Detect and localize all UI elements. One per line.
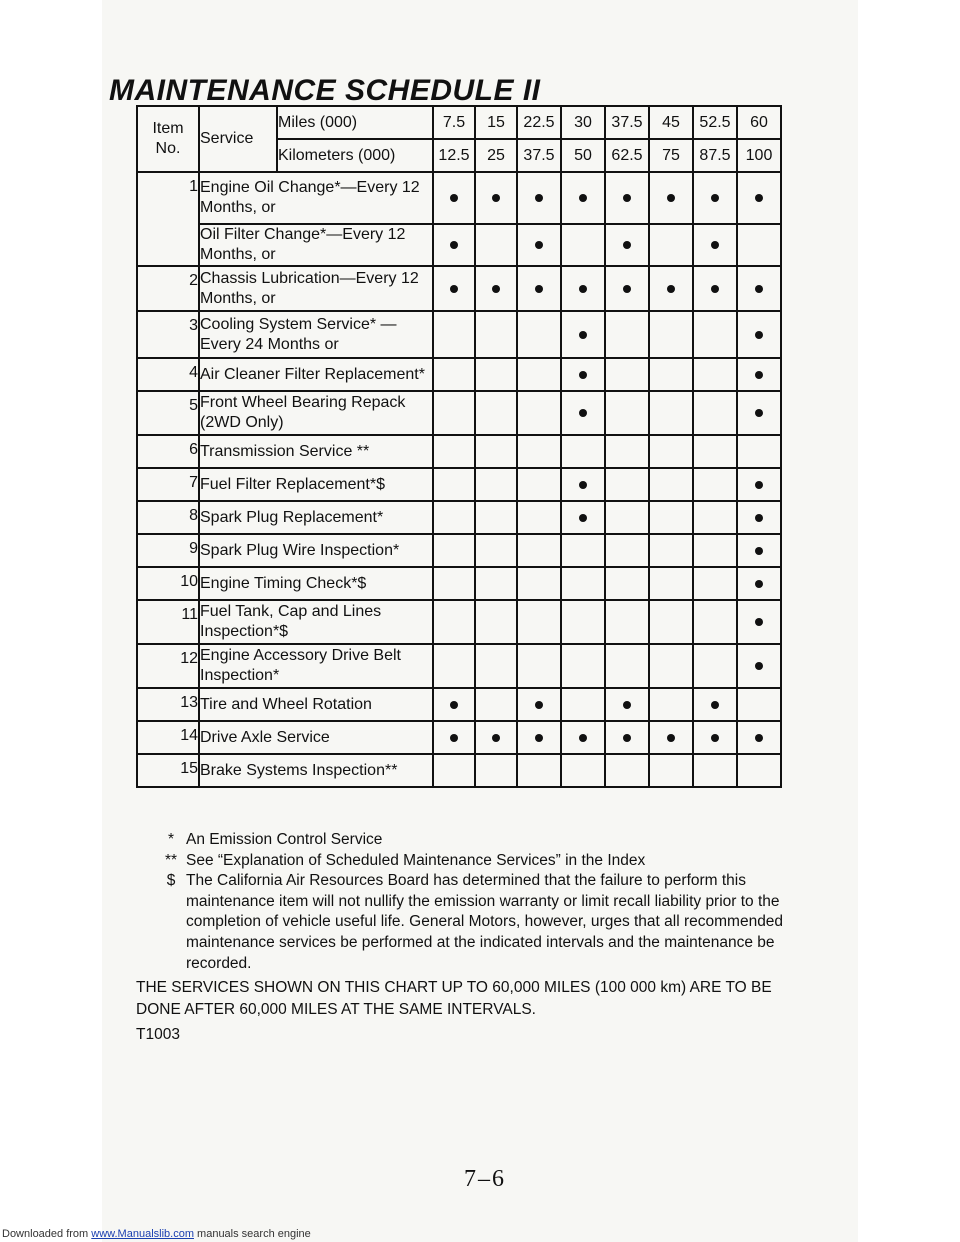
interval-cell: [649, 600, 693, 644]
interval-cell: [737, 311, 781, 358]
table-row: [137, 468, 781, 501]
service-due-dot-icon: [755, 331, 763, 339]
interval-cell: [693, 567, 737, 600]
service-due-dot-icon: [711, 241, 719, 249]
interval-cell: [737, 501, 781, 534]
interval-cell: [517, 644, 561, 688]
service-due-dot-icon: [623, 194, 631, 202]
interval-cell: [605, 435, 649, 468]
interval-cell: [605, 534, 649, 567]
interval-cell: [561, 501, 605, 534]
footnote-text: The California Air Resources Board has determined that the failure to perform this maintenance item will not nullify the emission warranty or limit recall liability prior to the completion of vehicle useful life. General Motors, however, urges that all recommended maintenance services be performed at the indicated intervals and the maintenance be recorded.: [186, 872, 784, 972]
footnote-mark: $: [166, 872, 176, 890]
interval-cell: [561, 172, 605, 224]
interval-cell: [605, 358, 649, 391]
interval-cell: [517, 358, 561, 391]
service-due-dot-icon: [535, 194, 543, 202]
service-due-dot-icon: [579, 481, 587, 489]
service-due-dot-icon: [492, 734, 500, 742]
service-due-dot-icon: [711, 194, 719, 202]
interval-cell: [433, 567, 475, 600]
table-row: [137, 358, 781, 391]
interval-cell: [649, 754, 693, 787]
service-due-dot-icon: [450, 194, 458, 202]
km-value: 87.5: [693, 139, 737, 172]
interval-cell: [433, 266, 475, 311]
interval-cell: [693, 435, 737, 468]
item-number: 1: [137, 172, 199, 266]
interval-cell: [605, 567, 649, 600]
interval-cell: [649, 435, 693, 468]
interval-cell: [649, 172, 693, 224]
interval-cell: [693, 754, 737, 787]
interval-cell: [433, 224, 475, 266]
interval-cell: [475, 266, 517, 311]
interval-cell: [737, 468, 781, 501]
service-due-dot-icon: [711, 285, 719, 293]
interval-cell: [693, 468, 737, 501]
footnote: [162, 871, 802, 974]
service-due-dot-icon: [755, 409, 763, 417]
page-title: MAINTENANCE SCHEDULE II: [109, 74, 541, 107]
interval-cell: [605, 311, 649, 358]
interval-cell: [693, 721, 737, 754]
service-due-dot-icon: [535, 241, 543, 249]
interval-cell: [737, 644, 781, 688]
interval-cell: [517, 468, 561, 501]
item-number: 13: [137, 688, 199, 721]
service-due-dot-icon: [535, 734, 543, 742]
item-number: 14: [137, 721, 199, 754]
km-header: Kilometers (000): [277, 139, 433, 172]
service-name: Engine Oil Change*—Every 12 Months, or: [199, 172, 433, 224]
interval-cell: [605, 172, 649, 224]
service-due-dot-icon: [623, 701, 631, 709]
interval-cell: [693, 266, 737, 311]
manualslib-link[interactable]: www.Manualslib.com: [91, 1228, 194, 1240]
service-name: Tire and Wheel Rotation: [199, 688, 433, 721]
service-due-dot-icon: [450, 734, 458, 742]
service-due-dot-icon: [623, 734, 631, 742]
footnote-mark: **: [164, 851, 178, 869]
interval-cell: [561, 224, 605, 266]
service-due-dot-icon: [755, 580, 763, 588]
interval-cell: [605, 391, 649, 435]
interval-cell: [517, 567, 561, 600]
table-row: [137, 391, 781, 435]
interval-cell: [649, 266, 693, 311]
interval-cell: [433, 721, 475, 754]
interval-cell: [561, 754, 605, 787]
interval-cell: [737, 391, 781, 435]
interval-cell: [475, 567, 517, 600]
download-watermark: [2, 1228, 311, 1240]
interval-cell: [737, 435, 781, 468]
table-row: [137, 266, 781, 311]
interval-cell: [517, 224, 561, 266]
interval-cell: [433, 644, 475, 688]
item-number: 9: [137, 534, 199, 567]
interval-cell: [605, 644, 649, 688]
interval-cell: [433, 311, 475, 358]
interval-cell: [475, 172, 517, 224]
service-due-dot-icon: [623, 285, 631, 293]
interval-cell: [737, 358, 781, 391]
interval-cell: [433, 534, 475, 567]
interval-cell: [433, 688, 475, 721]
service-due-dot-icon: [579, 371, 587, 379]
service-name: Transmission Service **: [199, 435, 433, 468]
interval-cell: [737, 534, 781, 567]
service-header: Service: [199, 106, 277, 172]
table-row: [137, 435, 781, 468]
table-row: [137, 534, 781, 567]
interval-cell: [605, 721, 649, 754]
service-due-dot-icon: [755, 662, 763, 670]
miles-value: 45: [649, 106, 693, 139]
service-due-dot-icon: [667, 194, 675, 202]
footnote-mark: *: [167, 831, 175, 848]
interval-cell: [649, 567, 693, 600]
service-due-dot-icon: [755, 734, 763, 742]
service-name: Fuel Tank, Cap and Lines Inspection*$: [199, 600, 433, 644]
interval-cell: [737, 688, 781, 721]
table-row: [137, 754, 781, 787]
service-due-dot-icon: [579, 514, 587, 522]
interval-cell: [475, 754, 517, 787]
interval-cell: [737, 567, 781, 600]
item-number: 10: [137, 567, 199, 600]
service-name: Front Wheel Bearing Repack (2WD Only): [199, 391, 433, 435]
interval-cell: [517, 688, 561, 721]
service-due-dot-icon: [755, 194, 763, 202]
service-due-dot-icon: [450, 241, 458, 249]
service-name: Engine Accessory Drive Belt Inspection*: [199, 644, 433, 688]
service-due-dot-icon: [711, 701, 719, 709]
interval-cell: [649, 468, 693, 501]
interval-cell: [475, 435, 517, 468]
interval-cell: [561, 468, 605, 501]
service-name: Air Cleaner Filter Replacement*: [199, 358, 433, 391]
item-number: 11: [137, 600, 199, 644]
interval-cell: [737, 266, 781, 311]
service-due-dot-icon: [579, 285, 587, 293]
interval-cell: [517, 311, 561, 358]
service-due-dot-icon: [755, 285, 763, 293]
interval-cell: [475, 391, 517, 435]
service-due-dot-icon: [579, 331, 587, 339]
service-due-dot-icon: [579, 194, 587, 202]
interval-cell: [475, 501, 517, 534]
interval-cell: [561, 567, 605, 600]
interval-cell: [693, 600, 737, 644]
miles-value: 60: [737, 106, 781, 139]
watermark-prefix: Downloaded from: [2, 1228, 92, 1240]
page-number: 7–6: [464, 1166, 506, 1192]
interval-cell: [737, 754, 781, 787]
interval-cell: [517, 435, 561, 468]
interval-cell: [433, 172, 475, 224]
interval-cell: [605, 688, 649, 721]
interval-cell: [693, 644, 737, 688]
item-number: 15: [137, 754, 199, 787]
interval-cell: [693, 224, 737, 266]
interval-cell: [433, 501, 475, 534]
interval-note: THE SERVICES SHOWN ON THIS CHART UP TO 60,000 MILES (100 000 km) ARE TO BE DONE AFTER 60,000 MILES AT THE SAME INTERVALS.: [136, 979, 772, 1018]
miles-value: 7.5: [433, 106, 475, 139]
km-value: 75: [649, 139, 693, 172]
interval-cell: [649, 721, 693, 754]
interval-cell: [475, 358, 517, 391]
service-due-dot-icon: [755, 547, 763, 555]
interval-cell: [475, 644, 517, 688]
km-value: 12.5: [433, 139, 475, 172]
interval-cell: [475, 311, 517, 358]
service-due-dot-icon: [450, 701, 458, 709]
interval-cell: [475, 688, 517, 721]
interval-cell: [561, 600, 605, 644]
interval-cell: [693, 311, 737, 358]
interval-cell: [649, 501, 693, 534]
interval-cell: [605, 266, 649, 311]
interval-cell: [649, 391, 693, 435]
km-value: 37.5: [517, 139, 561, 172]
interval-cell: [561, 644, 605, 688]
interval-cell: [517, 534, 561, 567]
interval-cell: [649, 358, 693, 391]
interval-cell: [517, 266, 561, 311]
interval-cell: [561, 311, 605, 358]
interval-cell: [737, 172, 781, 224]
service-name: Cooling System Service* —Every 24 Months or: [199, 311, 433, 358]
table-row: [137, 172, 781, 224]
interval-cell: [433, 391, 475, 435]
interval-cell: [693, 501, 737, 534]
service-name: Engine Timing Check*$: [199, 567, 433, 600]
service-name: Fuel Filter Replacement*$: [199, 468, 433, 501]
interval-cell: [693, 358, 737, 391]
interval-cell: [561, 266, 605, 311]
miles-value: 15: [475, 106, 517, 139]
table-row: [137, 224, 781, 266]
miles-value: 52.5: [693, 106, 737, 139]
service-due-dot-icon: [755, 371, 763, 379]
watermark-suffix: manuals search engine: [193, 1228, 311, 1240]
miles-value: 22.5: [517, 106, 561, 139]
interval-cell: [517, 754, 561, 787]
item-number: 6: [137, 435, 199, 468]
interval-cell: [605, 754, 649, 787]
interval-cell: [475, 600, 517, 644]
interval-cell: [649, 224, 693, 266]
footnote: [162, 830, 802, 851]
interval-cell: [737, 224, 781, 266]
item-number: 8: [137, 501, 199, 534]
service-name: Oil Filter Change*—Every 12 Months, or: [199, 224, 433, 266]
table-row: [137, 721, 781, 754]
interval-cell: [433, 435, 475, 468]
interval-cell: [605, 468, 649, 501]
interval-cell: [561, 688, 605, 721]
interval-cell: [561, 391, 605, 435]
miles-value: 37.5: [605, 106, 649, 139]
item-number: 3: [137, 311, 199, 358]
interval-cell: [561, 358, 605, 391]
service-due-dot-icon: [492, 194, 500, 202]
table-row: [137, 501, 781, 534]
km-value: 62.5: [605, 139, 649, 172]
service-due-dot-icon: [535, 701, 543, 709]
service-due-dot-icon: [711, 734, 719, 742]
miles-header: Miles (000): [277, 106, 433, 139]
interval-cell: [693, 391, 737, 435]
service-due-dot-icon: [450, 285, 458, 293]
interval-cell: [649, 688, 693, 721]
interval-cell: [517, 501, 561, 534]
interval-cell: [649, 644, 693, 688]
service-due-dot-icon: [755, 618, 763, 626]
interval-cell: [693, 172, 737, 224]
interval-cell: [693, 688, 737, 721]
header-row-miles: [137, 106, 781, 139]
footnote: [162, 851, 802, 872]
service-name: Brake Systems Inspection**: [199, 754, 433, 787]
interval-cell: [475, 468, 517, 501]
interval-cell: [475, 224, 517, 266]
interval-cell: [517, 600, 561, 644]
footnote-text: An Emission Control Service: [186, 831, 383, 848]
interval-cell: [737, 600, 781, 644]
interval-cell: [561, 721, 605, 754]
item-number: 12: [137, 644, 199, 688]
table-row: [137, 567, 781, 600]
interval-cell: [475, 534, 517, 567]
service-name: Chassis Lubrication—Every 12 Months, or: [199, 266, 433, 311]
interval-cell: [561, 435, 605, 468]
document-code: T1003: [136, 1026, 180, 1043]
service-name: Spark Plug Wire Inspection*: [199, 534, 433, 567]
km-value: 25: [475, 139, 517, 172]
service-due-dot-icon: [755, 514, 763, 522]
interval-cell: [475, 721, 517, 754]
interval-cell: [433, 754, 475, 787]
table-row: [137, 600, 781, 644]
interval-cell: [517, 721, 561, 754]
service-name: Drive Axle Service: [199, 721, 433, 754]
service-name: Spark Plug Replacement*: [199, 501, 433, 534]
item-number: 4: [137, 358, 199, 391]
item-number: 2: [137, 266, 199, 311]
interval-cell: [517, 391, 561, 435]
service-due-dot-icon: [579, 409, 587, 417]
service-due-dot-icon: [492, 285, 500, 293]
footnote-text: See “Explanation of Scheduled Maintenance Services” in the Index: [186, 851, 646, 869]
interval-cell: [693, 534, 737, 567]
item-number: 5: [137, 391, 199, 435]
interval-cell: [433, 358, 475, 391]
maintenance-schedule-table: [136, 105, 782, 788]
service-due-dot-icon: [755, 481, 763, 489]
service-due-dot-icon: [579, 734, 587, 742]
km-value: 50: [561, 139, 605, 172]
interval-cell: [433, 600, 475, 644]
interval-cell: [561, 534, 605, 567]
interval-cell: [737, 721, 781, 754]
service-due-dot-icon: [667, 285, 675, 293]
service-due-dot-icon: [667, 734, 675, 742]
miles-value: 30: [561, 106, 605, 139]
interval-cell: [605, 600, 649, 644]
table-row: [137, 311, 781, 358]
km-value: 100: [737, 139, 781, 172]
interval-cell: [605, 224, 649, 266]
interval-cell: [649, 311, 693, 358]
interval-cell: [649, 534, 693, 567]
footnotes: [162, 830, 802, 974]
service-due-dot-icon: [623, 241, 631, 249]
service-due-dot-icon: [535, 285, 543, 293]
table-row: [137, 688, 781, 721]
item-number: 7: [137, 468, 199, 501]
table-row: [137, 644, 781, 688]
interval-cell: [433, 468, 475, 501]
item-no-header: Item No.: [137, 106, 199, 172]
interval-cell: [517, 172, 561, 224]
interval-cell: [605, 501, 649, 534]
